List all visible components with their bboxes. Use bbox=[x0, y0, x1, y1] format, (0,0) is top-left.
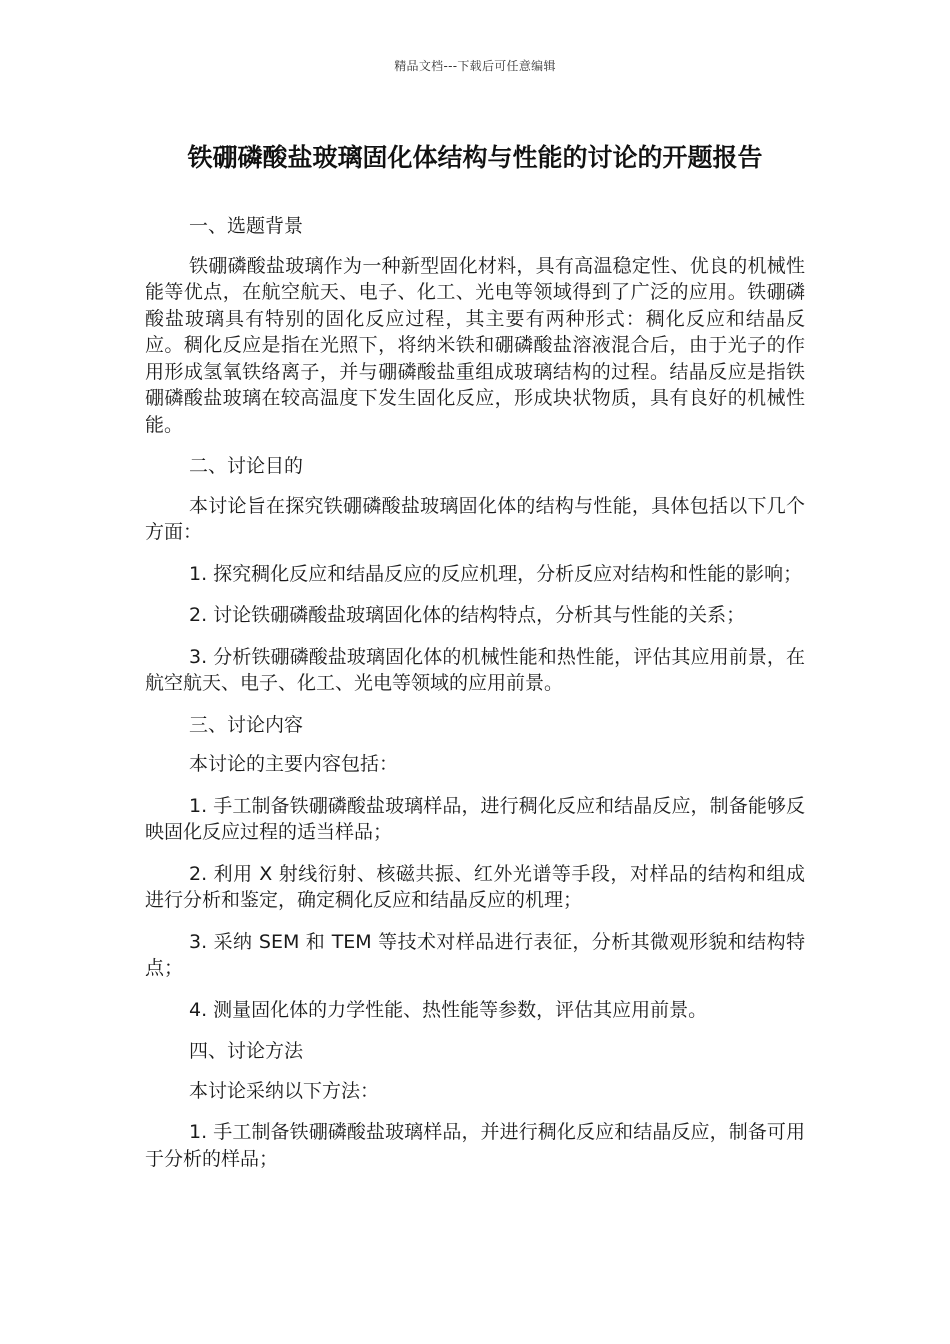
document-body bbox=[145, 213, 805, 1187]
list-item-content-1: 1. 手工制备铁硼磷酸盐玻璃样品，进行稠化反应和结晶反应，制备能够反映固化反应过程的适当样品； bbox=[145, 794, 805, 843]
page-header: 精品文档---下载后可任意编辑 bbox=[394, 59, 556, 73]
section-heading-methods: 四、讨论方法 bbox=[189, 1040, 304, 1062]
paragraph-methods-intro: 本讨论采纳以下方法： bbox=[189, 1079, 380, 1102]
section-heading-purpose: 二、讨论目的 bbox=[189, 455, 304, 477]
paragraph-content-intro: 本讨论的主要内容包括： bbox=[189, 753, 399, 775]
list-item-purpose-1: 1. 探究稠化反应和结晶反应的反应机理，分析反应对结构和性能的影响； bbox=[189, 562, 803, 585]
list-item-content-2: 2. 利用 X 射线衍射、核磁共振、红外光谱等手段，对样品的结构和组成进行分析和鉴定，确定稠化反应和结晶反应的机理； bbox=[145, 862, 805, 911]
paragraph-purpose-intro: 本讨论旨在探究铁硼磷酸盐玻璃固化体的结构与性能，具体包括以下几个方面： bbox=[145, 494, 805, 543]
section-heading-content: 三、讨论内容 bbox=[189, 713, 304, 736]
list-item-content-4: 4. 测量固化体的力学性能、热性能等参数，评估其应用前景。 bbox=[189, 998, 708, 1021]
paragraph-background: 铁硼磷酸盐玻璃作为一种新型固化材料，具有高温稳定性、优良的机械性能等优点，在航空航天、电子、化工、光电等领域得到了广泛的应用。铁硼磷酸盐玻璃具有特别的固化反应过程，其主要有两种形式：稠化反应和结晶反应。稠化反应是指在光照下，将纳米铁和硼磷酸盐溶液混合后，由于光子的作用形成氢氧铁络离子，并与硼磷酸盐重组成玻璃结构的过程。结晶反应是指铁硼磷酸盐玻璃在较高温度下发生固化反应，形成块状物质，具有良好的机械性能。 bbox=[145, 254, 805, 436]
list-item-purpose-3: 3. 分析铁硼磷酸盐玻璃固化体的机械性能和热性能，评估其应用前景，在航空航天、电子、化工、光电等领域的应用前景。 bbox=[145, 645, 805, 694]
list-item-purpose-2: 2. 讨论铁硼磷酸盐玻璃固化体的结构特点，分析其与性能的关系； bbox=[189, 604, 746, 626]
list-item-content-3: 3. 采纳 SEM 和 TEM 等技术对样品进行表征，分析其微观形貌和结构特点； bbox=[145, 930, 805, 979]
section-heading-background: 一、选题背景 bbox=[189, 215, 304, 237]
list-item-methods-1: 1. 手工制备铁硼磷酸盐玻璃样品，并进行稠化反应和结晶反应，制备可用于分析的样品； bbox=[145, 1121, 805, 1170]
document-title: 铁硼磷酸盐玻璃固化体结构与性能的讨论的开题报告 bbox=[187, 143, 763, 172]
